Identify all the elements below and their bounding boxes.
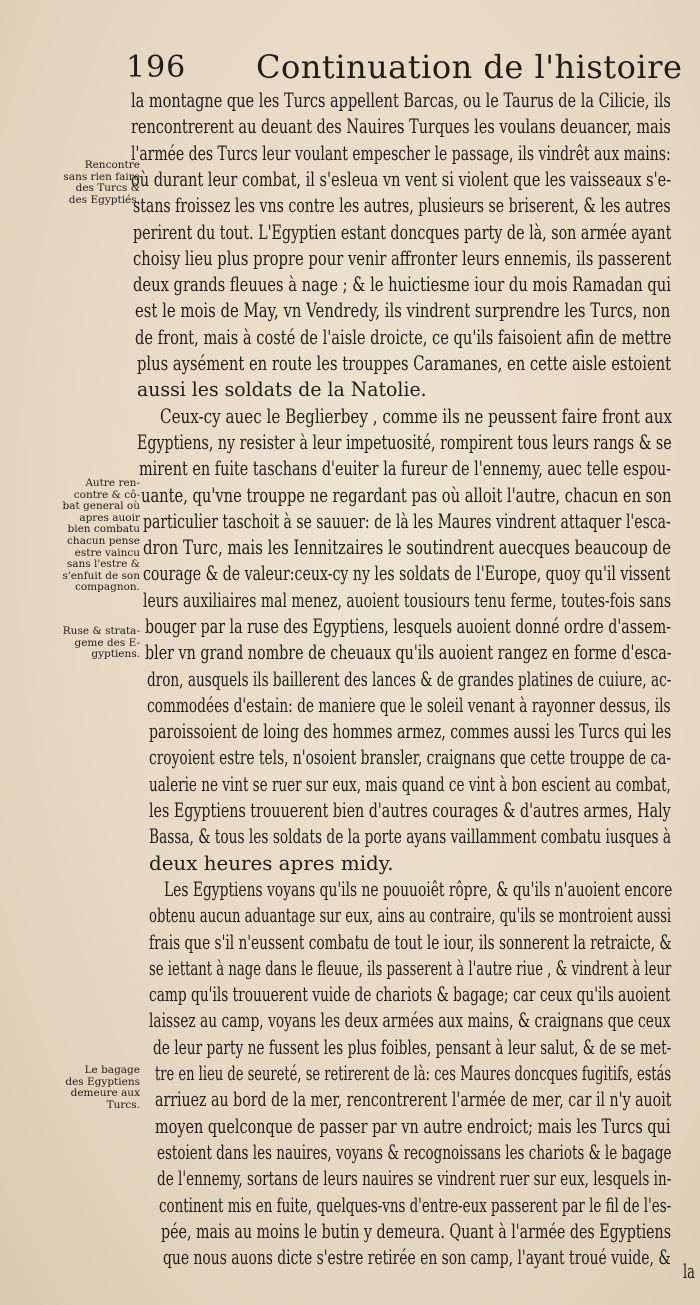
margin-note-line: des Egyptiens	[65, 1075, 140, 1088]
margin-note-line: Turcs.	[106, 1098, 140, 1111]
text-line: arriuez au bord de la mer, rencontrerent l'armée de mer, car il n'y auoit	[155, 1088, 672, 1111]
text-line: choisy lieu plus propre pour venir affronter leurs ennemis, ils passerent	[133, 247, 672, 270]
text-line: deux heures apres midy.	[149, 852, 394, 875]
text-line: moyen quelconque de passer par vn autre endroict; mais les Turcs qui	[155, 1115, 671, 1138]
text-line: se iettant à nage dans le fleuue, ils passerent à l'autre riue , & vindrent à leur	[149, 957, 672, 980]
text-line: la montagne que les Turcs appellent Barcas, ou le Taurus de la Cilicie, ils	[131, 89, 671, 112]
text-line: mirent en fuite taschans d'euiter la fureur de l'ennemy, auec telle espou-	[139, 457, 672, 480]
text-line: uante, qu'vne trouppe ne regardant pas où alloit l'autre, chacun en son	[141, 484, 672, 507]
text-line: paroissoient de loing des hommes armez, commes aussi les Turcs qui les	[149, 720, 672, 743]
margin-note-line: Rencontre	[84, 159, 140, 171]
margin-note-line: Autre ren-	[85, 477, 140, 489]
text-line: plus aysément en route les trouppes Caramanes, en cette aisle estoient	[137, 352, 672, 375]
margin-note	[50, 478, 140, 594]
text-line: où durant leur combat, il s'esleua vn vent si violent que les vaisseaux s'e-	[131, 168, 672, 191]
margin-note-line: des Turcs &	[75, 182, 140, 195]
text-line: stans froissez les vns contre les autres, plusieurs se briserent, & les autres	[133, 194, 671, 217]
text-line: rencontrerent au deuant des Nauires Turques les voulans deuancer, mais	[131, 115, 671, 138]
text-line: commodées d'estain: de maniere que le soleil venant à rayonner dessus, ils	[147, 694, 671, 717]
text-line: pée, mais au moins le butin y demeura. Quant à l'armée des Egyptiens	[161, 1220, 672, 1243]
margin-note-line: s'enfuit de son	[62, 569, 140, 582]
margin-note-line: compagnon.	[74, 581, 140, 594]
text-line: la	[683, 1260, 695, 1283]
margin-note-line: geme des E-	[74, 636, 140, 649]
text-line: ualerie ne vint se ruer sur eux, mais quand ce vint à bon escient au combat,	[149, 773, 671, 796]
page-number: 196	[126, 50, 187, 85]
text-line: de l'ennemy, sortans de leurs nauires se vindrent ruer sur eux, lesquels in-	[157, 1167, 672, 1190]
text-line: camp qu'ils trouuerent vuide de chariots & bagage; car ceux qu'ils auoient	[149, 983, 671, 1006]
margin-note	[50, 1065, 140, 1111]
text-line: croyoient estre tels, n'osoient bransler, craignans que cette trouppe de ca-	[149, 746, 672, 769]
margin-note	[50, 626, 140, 661]
text-line: perirent du tout. L'Egyptien estant doncques party de là, son armée ayant	[133, 221, 672, 244]
margin-note-line: contre & cô-	[73, 488, 140, 501]
margin-note-line: bat general où	[62, 500, 140, 513]
margin-note-line: des Egyptiés.	[68, 193, 140, 206]
text-line: tre en lieu de seureté, se retirerent de là: ces Maures doncques fugitifs, estás	[155, 1062, 672, 1085]
running-title: Continuation de l'histoire	[256, 48, 683, 86]
text-line: continent mis en fuite, quelques-vns d'entre-eux passerent par le fil de l'es-	[159, 1194, 672, 1217]
text-line: frais que s'il n'eussent combatu de tout le iour, ils sonnerent la retraicte, &	[149, 931, 672, 954]
margin-note-line: demeure aux	[70, 1087, 140, 1100]
margin-note	[50, 160, 140, 206]
margin-note-line: sans l'estre &	[66, 558, 140, 571]
text-line: Bassa, & tous les soldats de la porte ayans vaillamment combatu iusques à	[149, 825, 672, 848]
margin-note-line: Ruse & strata-	[62, 625, 140, 637]
margin-note-line: apres auoir	[79, 511, 140, 524]
text-line: que nous auons dicte s'estre retirée en son camp, l'ayant troué vuide, &	[163, 1246, 671, 1269]
text-line: Les Egyptiens voyans qu'ils ne pouuoiêt rôpre, & qu'ils n'auoient encore	[164, 878, 673, 901]
text-line: de front, mais à costé de l'aisle droicte, ce qu'ils faisoient afin de mettre	[135, 326, 672, 349]
text-line: aussi les soldats de la Natolie.	[137, 378, 427, 401]
text-line: Ceux-cy auec le Beglierbey , comme ils ne peussent faire front aux	[160, 405, 673, 428]
text-line: de leur party ne fussent les plus foibles, pensant à leur salut, & de se met-	[153, 1036, 672, 1059]
text-line: courage & de valeur:ceux-cy ny les soldats de l'Europe, quoy qu'il vissent	[143, 562, 671, 585]
margin-note-line: gyptiens.	[91, 648, 140, 661]
text-line: l'armée des Turcs leur voulant empescher le passage, ils vindrêt aux mains:	[131, 142, 671, 165]
margin-note-line: bien combatu	[67, 523, 140, 536]
text-line: laissez au camp, voyans les deux armées aux mains, & craignans que ceux	[149, 1009, 671, 1032]
margin-note-line: estre vaincu	[74, 546, 140, 559]
margin-note-line: Le bagage	[84, 1064, 140, 1076]
text-line: est le mois de May, vn Vendredy, ils vindrent surprendre les Turcs, non	[135, 299, 671, 322]
text-line: bouger par la ruse des Egyptiens, lesquels auoient donné ordre d'assem-	[145, 615, 672, 638]
text-line: obtenu aucun aduantage sur eux, ains au contraire, qu'ils se montroient aussi	[149, 904, 672, 927]
text-line: particulier taschoit à se sauuer: de là les Maures vindrent attaquer l'esca-	[143, 510, 671, 533]
text-line: dron Turc, mais les Iennitzaires le soutindrent auecques beaucoup de	[143, 536, 672, 559]
text-line: deux grands fleuues à nage ; & le huictiesme iour du mois Ramadan qui	[133, 273, 671, 296]
margin-note-line: chacun pense	[67, 534, 140, 547]
text-line: estoient dans les nauires, voyans & recognoissans les chariots & le bagage	[157, 1141, 672, 1164]
margin-note-line: sans rien faire	[63, 170, 140, 183]
text-line: Egyptiens, ny resister à leur impetuosité, rompirent tous leurs rangs & se	[137, 431, 672, 454]
text-line: leurs auxiliaires mal menez, auoient tousiours tenu ferme, toutes-fois sans	[143, 589, 672, 612]
text-line: bler vn grand nombre de cheuaux qu'ils auoient rangez en forme d'esca-	[145, 641, 672, 664]
text-line: les Egyptiens trouuerent bien d'autres courages & d'autres armes, Haly	[149, 799, 671, 822]
text-line: dron, ausquels ils baillerent des lances & de grandes platines de cuiure, ac-	[147, 668, 672, 691]
